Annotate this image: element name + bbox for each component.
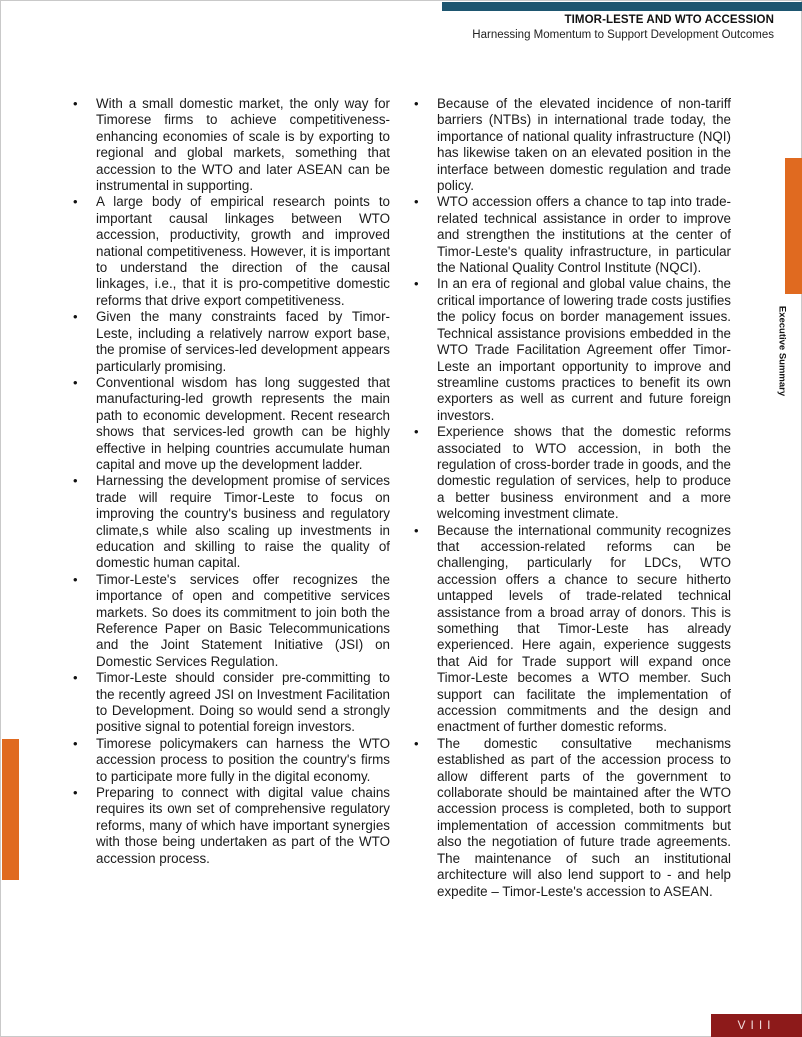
bullet-item: • Experience shows that the domestic reforms associated to WTO accession, in both the regulation of cross-border trade in goods, and the domestic regulation of services, help to produce a better business environment and a more welcoming investment climate. — [412, 424, 731, 522]
bullet-item: • WTO accession offers a chance to tap into trade-related technical assistance in order to improve and strengthen the institutions at the center of Timor-Leste's quality infrastructure, in particular the National Quality Control Institute (NQCI). — [412, 194, 731, 276]
bullet-item: • In an era of regional and global value chains, the critical importance of lowering trade costs justifies the policy focus on border management issues. Technical assistance provisions embedded in the WTO Trade Facilitation Agreement offer Timor-Leste an important opportunity to improve and streamline customs practices to benefit its own exporters as well as current and future foreign investors. — [412, 276, 731, 424]
bullet-item: • Harnessing the development promise of services trade will require Timor-Leste to focus on improving the country's business and regulatory climate,s while also scaling up investments in education and skilling to raise the quality of domestic human capital. — [71, 473, 390, 571]
bullet-item: • Because the international community recognizes that accession-related reforms can be challenging, particularly for LDCs, WTO accession offers a chance to secure hitherto untapped levels of trade-related technical assistance from a broad array of donors. This is something that Timor-Leste has already experienced. Here again, experience suggests that Aid for Trade support will expand once Timor-Leste becomes a WTO member. Such support can facilitate the implementation of accession commitments and the design and enactment of further domestic reforms. — [412, 523, 731, 736]
bullet-item: • A large body of empirical research points to important causal linkages between WTO accession, productivity, growth and improved national competitiveness. However, it is important to understand the direction of the causal linkages, i.e., that it is pro-competitive domestic reforms that drive export competitiveness. — [71, 194, 390, 309]
header-accent-bar — [442, 2, 802, 11]
section-label: Executive Summary — [776, 305, 788, 397]
bullet-item: • Given the many constraints faced by Timor-Leste, including a relatively narrow export base, the promise of services-led development appears particularly promising. — [71, 309, 390, 375]
left-accent-bar — [2, 739, 19, 880]
section-tab-marker — [785, 158, 802, 294]
bullet-item: • Timor-Leste should consider pre-committing to the recently agreed JSI on Investment Facilitation to Development. Doing so would send a strongly positive signal to potential foreign investors. — [71, 670, 390, 736]
bullet-item: • With a small domestic market, the only way for Timorese firms to achieve competitiveness-enhancing economies of scale is by exporting to regional and global markets, something that accession to the WTO and later ASEAN can be instrumental in supporting. — [71, 96, 390, 194]
bullet-item: • Timorese policymakers can harness the WTO accession process to position the country's firms to participate more fully in the digital economy. — [71, 736, 390, 785]
bullet-item: • The domestic consultative mechanisms established as part of the accession process to allow different parts of the government to collaborate should be maintained after the WTO accession process is completed, both to support implementation of accession commitments but also the negotiation of future trade agreements. The maintenance of such an institutional architecture will also lend support to - and help expedite – Timor-Leste's accession to ASEAN. — [412, 736, 731, 900]
right-bullet-list — [412, 96, 731, 900]
left-bullet-list — [71, 96, 390, 867]
bullet-item: • Timor-Leste's services offer recognizes the importance of open and competitive services markets. So does its commitment to join both the Reference Paper on Basic Telecommunications and the Joint Statement Initiative (JSI) on Domestic Services Regulation. — [71, 572, 390, 670]
report-title: TIMOR-LESTE AND WTO ACCESSION — [564, 14, 774, 26]
page-number: VIII — [711, 1014, 802, 1037]
bullet-item: • Conventional wisdom has long suggested that manufacturing-led growth represents the main path to economic development. Recent research shows that services-led growth can be highly effective in helping countries accumulate human capital and move up the development ladder. — [71, 375, 390, 473]
report-subtitle: Harnessing Momentum to Support Development Outcomes — [472, 29, 774, 41]
bullet-item: • Preparing to connect with digital value chains requires its own set of comprehensive regulatory reforms, many of which have important synergies with those being undertaken as part of the WTO accession process. — [71, 785, 390, 867]
bullet-item: • Because of the elevated incidence of non-tariff barriers (NTBs) in international trade today, the importance of national quality infrastructure (NQI) has likewise taken on an elevated position in the interface between domestic regulation and trade policy. — [412, 96, 731, 194]
